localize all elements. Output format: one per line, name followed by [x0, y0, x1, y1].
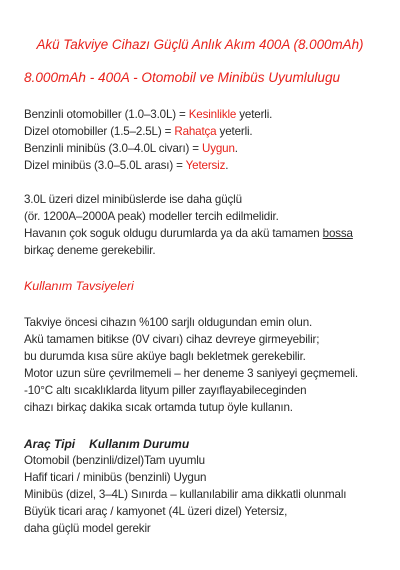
compat-suffix: yeterli. — [236, 108, 273, 121]
compat-line — [24, 142, 238, 156]
column-header-usage-status: Kullanım Durumu — [89, 437, 190, 451]
compat-suffix: yeterli. — [216, 125, 253, 138]
table-row: Hafif ticari / minibüs (benzinli) Uygun — [24, 471, 207, 484]
compatibility-heading: 8.000mAh - 400A - Otomobil ve Minibüs Uyumlulugu — [24, 70, 341, 85]
table-row: Otomobil (benzinli/dizel)Tam uyumlu — [24, 454, 205, 467]
usage-heading: Kullanım Tavsiyeleri — [24, 279, 134, 293]
compat-line — [24, 108, 272, 122]
usage-line: cihazı birkaç dakika sıcak ortamda tutup öyle kullanın. — [24, 401, 293, 414]
usage-line: bu durumda kısa süre aküye baglı bekletmek gerekebilir. — [24, 350, 306, 363]
compat-text: Dizel minibüs (3.0–5.0L arası) = — [24, 159, 186, 172]
usage-line: Takviye öncesi cihazın %100 sarjlı oldugundan emin olun. — [24, 316, 313, 329]
table-row: daha güçlü model gerekir — [24, 522, 151, 535]
compat-rating: Kesinlikle — [188, 108, 237, 121]
note-line: (ör. 1200A–2000A peak) modeller tercih edilmelidir. — [24, 210, 279, 223]
compat-text: Benzinli minibüs (3.0–4.0L civarı) = — [24, 142, 202, 155]
note-line — [24, 227, 353, 241]
compat-line — [24, 159, 228, 173]
table-header — [24, 437, 189, 451]
column-header-vehicle-type: Araç Tipi — [24, 437, 76, 451]
compat-text: Benzinli otomobiller (1.0–3.0L) = — [24, 108, 189, 121]
page-title: Akü Takviye Cihazı Güçlü Anlık Akım 400A (8.000mAh) — [36, 37, 364, 52]
compat-rating: Yetersiz — [185, 159, 226, 172]
compat-line — [24, 125, 253, 139]
usage-line: -10°C altı sıcaklıklarda lityum piller zayıflayabileceginden — [24, 384, 307, 397]
compat-rating: Rahatça — [174, 125, 217, 138]
compat-suffix: . — [234, 142, 238, 155]
usage-line: Motor uzun süre çevrilmemeli – her deneme 3 saniyeyi geçmemeli. — [24, 367, 358, 380]
note-line: birkaç deneme gerekebilir. — [24, 244, 156, 257]
table-row: Büyük ticari araç / kamyonet (4L üzeri dizel) Yetersiz, — [24, 505, 288, 518]
compat-rating: Uygun — [202, 142, 235, 155]
note-line: 3.0L üzeri dizel minibüslerde ise daha güçlü — [24, 193, 242, 206]
note-text: Havanın çok soguk oldugu durumlarda ya da akü tamamen — [24, 227, 323, 240]
note-underlined-word: bossa — [322, 227, 353, 240]
compat-text: Dizel otomobiller (1.5–2.5L) = — [24, 125, 175, 138]
usage-line: Akü tamamen bitikse (0V civarı) cihaz devreye girmeyebilir; — [24, 333, 320, 346]
compat-suffix: . — [225, 159, 229, 172]
table-row: Minibüs (dizel, 3–4L) Sınırda – kullanılabilir ama dikkatli olunmalı — [24, 488, 347, 501]
